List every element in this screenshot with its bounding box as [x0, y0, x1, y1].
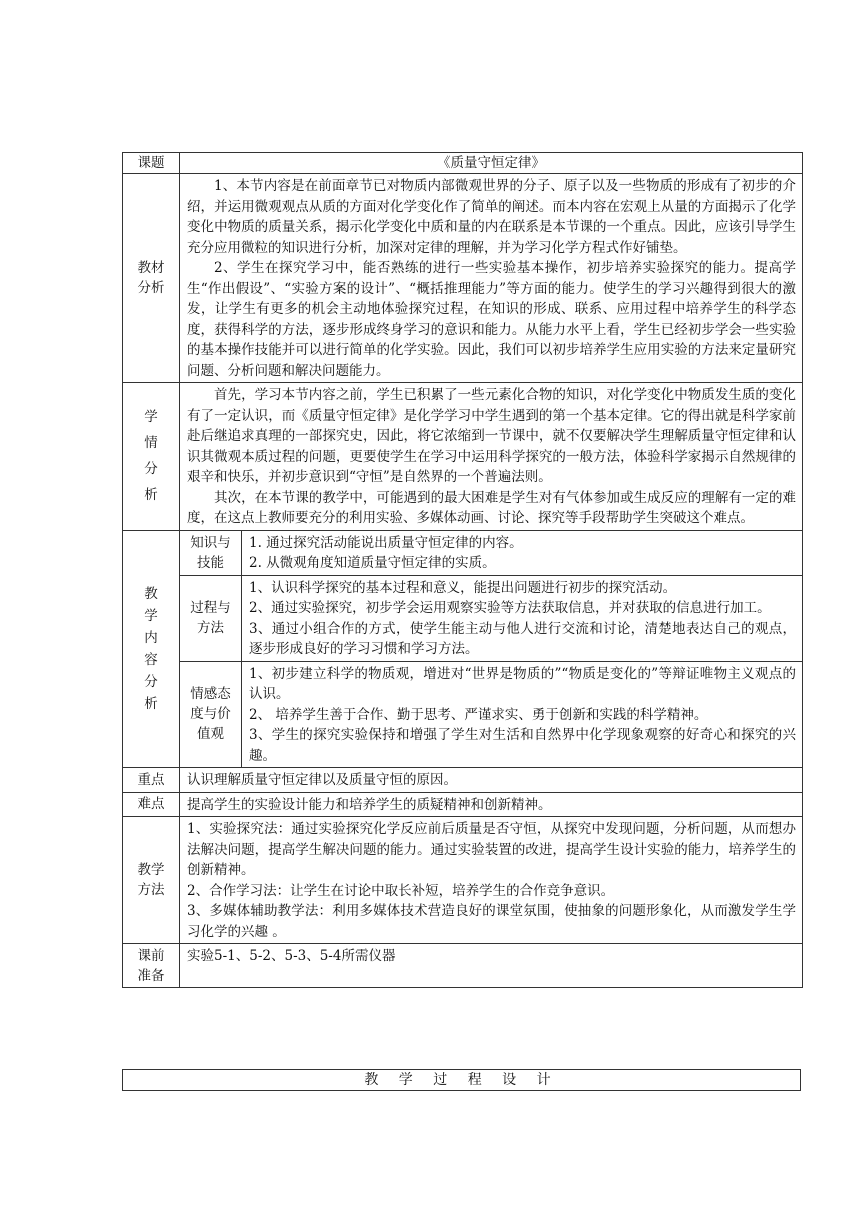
knowledge-item: 1. 通过探究活动能说出质量守恒定律的内容。: [249, 534, 523, 551]
textbook-paragraph: 2、学生在探究学习中，能否熟练的进行一些实验基本操作，初步培养实验探究的能力。提高学生“作出假设”、“实验方案的设计”、“概括推理能力”等方面的能力。使学生的学习兴趣得到很大的激发，让学生有更多的机会主动地体验探究过程，在知识的形成、联系、应用过程中培养学生的科学态度，获得科学的方法，逐步形成终身学习的意识和能力。从能力水平上看，学生已经初步学会一些实验的基本操作技能并可以进行简单的化学实验。因此，我们可以初步培养学生应用实验的方法来定量研究问题、分析问题和解决问题能力。: [187, 260, 796, 379]
lesson-plan-table: [122, 152, 803, 988]
methods-label-text: 教学 方法: [137, 862, 165, 898]
students-body: [180, 383, 803, 531]
knowledge-item: 2. 从微观角度知道质量守恒定律的实质。: [249, 555, 496, 571]
students-paragraph: 其次，在本节课的教学中，可能遇到的最大困难是学生对有气体参加或生成反应的理解有一定的难度，在这点上教师要充分的利用实验、多媒体动画、讨论、探究等手段帮助学生突破这个难点。: [187, 489, 796, 526]
process-label-text: 过程与 方法: [190, 600, 231, 636]
students-paragraph: 首先，学习本节内容之前，学生已积累了一些元素化合物的知识，对化学变化中物质发生质的变化有了一定认识，而《质量守恒定律》是化学学习中学生遇到的第一个基本定律。它的得出就是科学家前赴后继追求真理的一部探究史，因此，将它浓缩到一节课中，就不仅要解决学生理解质量守恒定律和认识其微观本质过程的问题，更要使学生在学习中运用科学探究的一般方法，体验科学家揭示自然规律的艰辛和快乐，并初步意识到“守恒”是自然界的一个普遍法则。: [187, 387, 796, 485]
content-row-knowledge: [123, 530, 803, 575]
process-label: [180, 575, 242, 661]
textbook-row: [123, 174, 803, 383]
textbook-label-text: 教材 分析: [137, 260, 165, 296]
process-item: 3、通过小组合作的方式，使学生能主动与他人进行交流和讨论，清楚地表达自己的观点，逐步形成良好的学习习惯和学习方法。: [249, 620, 796, 657]
key-point-value: 认识理解质量守恒定律以及质量守恒的原因。: [180, 768, 803, 793]
textbook-label: [123, 174, 180, 383]
emotion-item: 1、初步建立科学的物质观，增进对“世界是物质的”“物质是变化的”等辩证唯物主义观点的认识。: [249, 665, 796, 702]
emotion-label: [180, 661, 242, 768]
method-item: 1、实验探究法：通过实验探究化学反应前后质量是否守恒，从探究中发现问题，分析问题，从而想办法解决问题，提高学生解决问题的能力。通过实验装置的改进，提高学生设计实验的能力，培养学生的创新精神。: [187, 821, 796, 878]
topic-value: 《质量守恒定律》: [180, 153, 803, 174]
knowledge-label-text: 知识与 技能: [190, 534, 231, 571]
methods-row: [123, 817, 803, 944]
topic-label: 课题: [123, 153, 180, 174]
content-label: [123, 530, 180, 768]
key-point-row: [123, 768, 803, 793]
lesson-plan: [122, 152, 803, 988]
knowledge-body: [242, 530, 803, 575]
preparation-row: [123, 944, 803, 988]
difficulty-label: 难点: [123, 792, 180, 817]
design-header: 教 学 过 程 设 计: [122, 1069, 801, 1091]
preparation-label: [123, 944, 180, 988]
students-row: [123, 383, 803, 531]
content-label-text: 教 学 内 容 分 析: [144, 585, 158, 712]
methods-label: [123, 817, 180, 944]
knowledge-label: [180, 530, 242, 575]
difficulty-row: [123, 792, 803, 817]
key-point-label: 重点: [123, 768, 180, 793]
students-label: [123, 383, 180, 531]
preparation-label-text: 课前 准备: [137, 947, 165, 984]
emotion-label-text: 情感态 度与价 值观: [190, 686, 231, 743]
method-item: 3、多媒体辅助教学法：利用多媒体技术营造良好的课堂氛围，使抽象的问题形象化，从而激发学生学习化学的兴趣 。: [187, 903, 796, 940]
emotion-item: 3、学生的探究实验保持和增强了学生对生活和自然界中化学现象观察的好奇心和探究的兴趣。: [249, 727, 796, 764]
difficulty-value: 提高学生的实验设计能力和培养学生的质疑精神和创新精神。: [180, 792, 803, 817]
content-row-emotion: [123, 661, 803, 768]
textbook-body: [180, 174, 803, 383]
methods-body: [180, 817, 803, 944]
process-item: 2、通过实验探究，初步学会运用观察实验等方法获取信息，并对获取的信息进行加工。: [249, 600, 771, 616]
method-item: 2、合作学习法：让学生在讨论中取长补短，培养学生的合作竞争意识。: [187, 882, 615, 899]
emotion-item: 2、 培养学生善于合作、勤于思考、严谨求实、勇于创新和实践的科学精神。: [249, 706, 708, 723]
topic-row: [123, 153, 803, 174]
students-label-text: 学 情 分 析: [144, 409, 158, 504]
preparation-value: 实验5-1、5-2、5-3、5-4所需仪器: [180, 944, 803, 988]
textbook-paragraph: 1、本节内容是在前面章节已对物质内部微观世界的分子、原子以及一些物质的形成有了初步的介绍，并运用微观观点从质的方面对化学变化作了简单的阐述。而本内容在宏观上从量的方面揭示了化学变化中物质的质量关系，揭示化学变化中质和量的内在联系是本节课的一个重点。因此，应该引导学生充分应用微粒的知识进行分析，加深对定律的理解，并为学习化学方程式作好铺垫。: [187, 178, 796, 256]
content-row-process: [123, 575, 803, 661]
process-body: [242, 575, 803, 661]
emotion-body: [242, 661, 803, 768]
process-item: 1、认识科学探究的基本过程和意义，能提出问题进行初步的探究活动。: [249, 579, 677, 596]
